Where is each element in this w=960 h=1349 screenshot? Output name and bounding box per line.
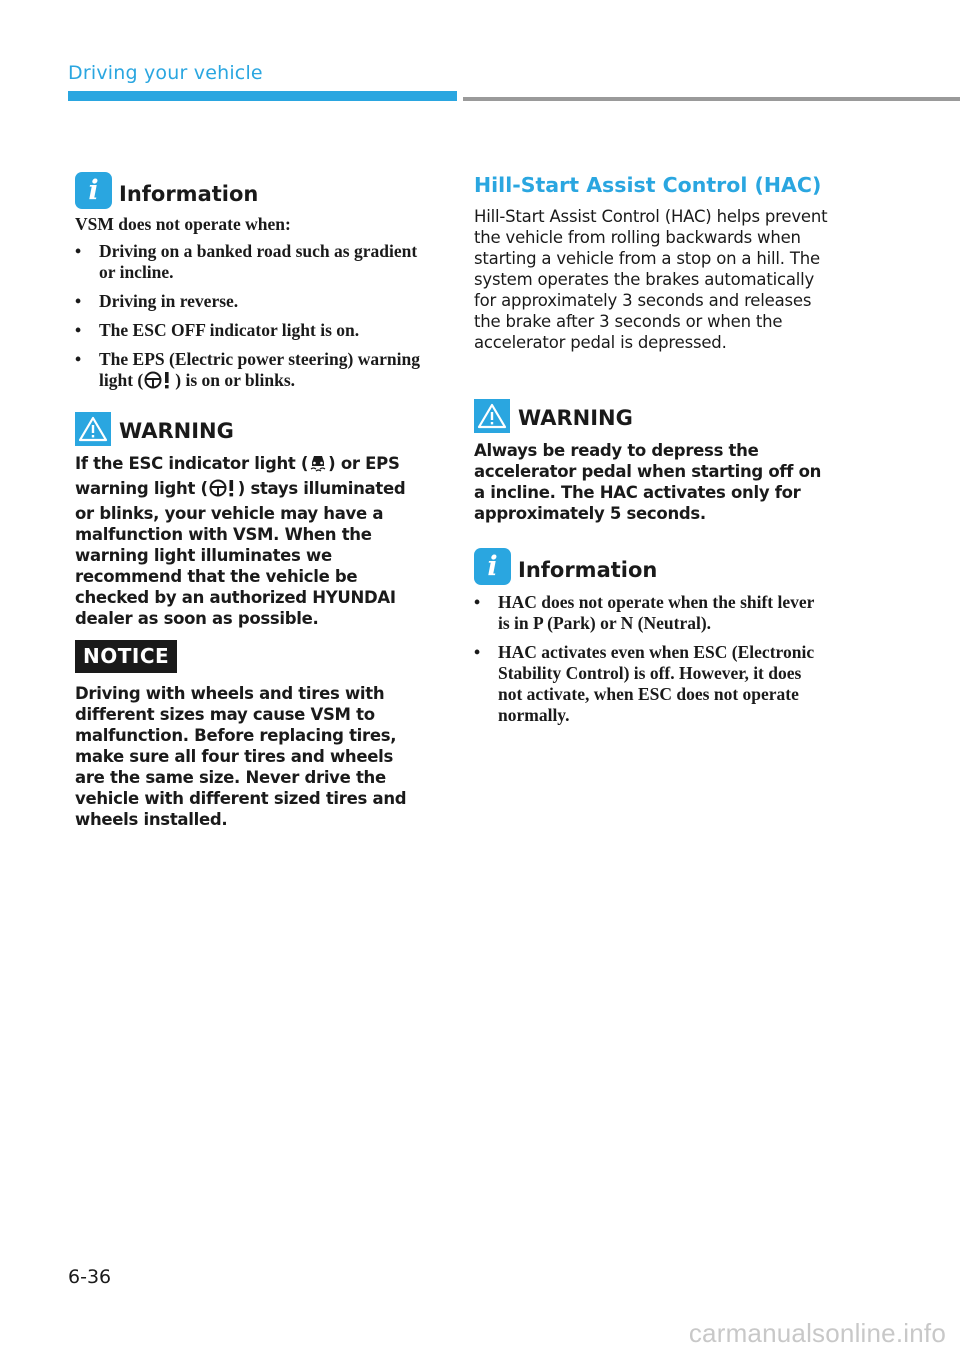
header-rule-gray — [463, 97, 960, 101]
list-item: • The ESC OFF indicator light is on. — [75, 320, 360, 340]
info-box-list — [75, 241, 420, 395]
hac-warning-box — [474, 399, 824, 524]
info-box — [75, 172, 420, 395]
watermark: carmanualsonline.info — [688, 1318, 946, 1348]
info-icon: i — [474, 548, 511, 585]
info-box-title: Information — [518, 557, 658, 582]
warning-box-title: WARNING — [119, 419, 234, 443]
info-box-header — [75, 172, 420, 209]
hac-heading: Hill-Start Assist Control (HAC) — [474, 173, 822, 197]
section-title: Driving your vehicle — [68, 62, 263, 84]
info-box-title: Information — [119, 181, 259, 206]
warning-box-text: If the ESC indicator light ( ) or EPS warning light ( ) stays illuminated or blinks, your vehicle may have a malfunction with VSM. When the warning light illuminates we recommend that the vehicle be checked by an authorized HYUNDAI dealer as soon as possible. — [75, 454, 406, 628]
notice-box — [75, 640, 425, 830]
info-icon: i — [75, 172, 112, 209]
warning-box-header — [75, 412, 425, 446]
hac-warning-text: Always be ready to depress the accelerator pedal when starting off on a incline. The HAC activates only for approximately 5 seconds. — [474, 441, 822, 523]
warning-box — [75, 412, 425, 629]
header-rule-accent — [68, 91, 457, 101]
eps-warning-icon — [144, 370, 174, 395]
page-number: 6-36 — [68, 1266, 112, 1288]
warning-triangle-icon — [75, 412, 111, 446]
esc-indicator-icon — [309, 453, 327, 478]
warning-box-title: WARNING — [518, 406, 633, 430]
warning-box-header — [474, 399, 824, 433]
list-item: • Driving in reverse. — [75, 291, 239, 311]
warning-triangle-icon — [474, 399, 510, 433]
list-item: • HAC does not operate when the shift lever is in P (Park) or N (Neutral). — [474, 592, 815, 633]
hac-body: Hill-Start Assist Control (HAC) helps prevent the vehicle from rolling backwards when starting a vehicle from a stop on a hill. The system operates the brakes automatically for approximately 3 seconds and releases the brake after 3 seconds or when the accelerator pedal is depressed. — [474, 207, 828, 352]
eps-warning-icon — [209, 478, 237, 503]
list-item: • HAC activates even when ESC (Electronic Stability Control) is off. However, it does not activate, when ESC does not operate normally. — [474, 642, 815, 725]
info-box-header — [474, 548, 819, 585]
list-item: • Driving on a banked road such as gradient or incline. — [75, 241, 418, 282]
info-box-intro: VSM does not operate when: — [75, 214, 291, 234]
hac-info-list — [474, 592, 819, 726]
list-item: • The EPS (Electric power steering) warning light ( ) is on or blinks. — [75, 349, 420, 395]
notice-box-text: Driving with wheels and tires with different sizes may cause VSM to malfunction. Before replacing tires, make sure all four tires and wheels are the same size. Never drive the vehicle with different sized tires and wheels installed. — [75, 684, 407, 829]
hac-info-box — [474, 548, 819, 726]
notice-badge: NOTICE — [75, 640, 177, 673]
